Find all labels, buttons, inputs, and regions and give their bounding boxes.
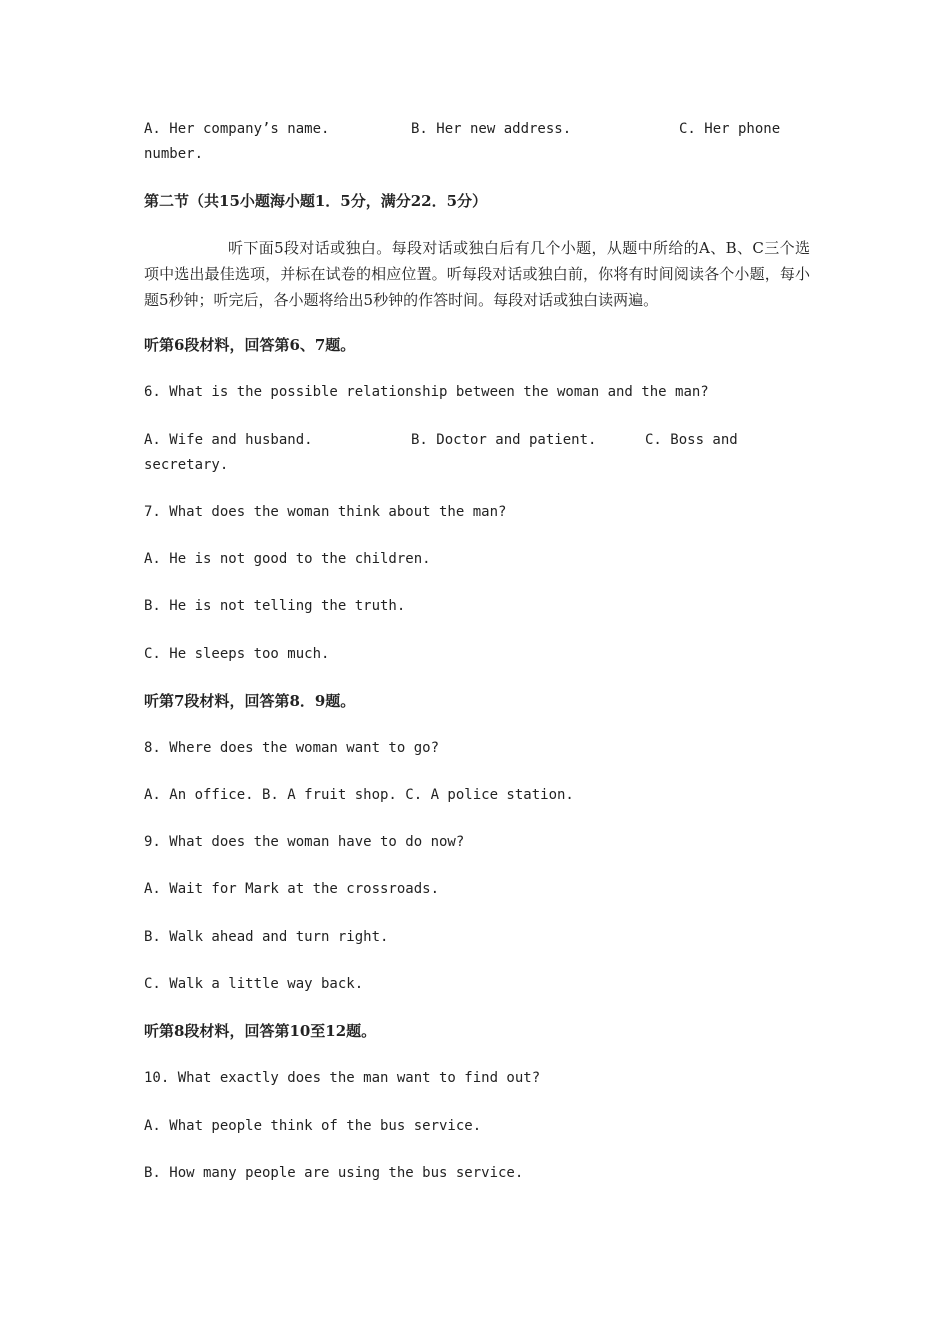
q6-option-a: A. Wife and husband. <box>144 432 313 448</box>
q10-option-b: B. How many people are using the bus service. <box>144 1165 524 1181</box>
q6-option-c: C. Boss and <box>645 432 738 448</box>
q7-option-c: C. He sleeps too much. <box>144 646 330 662</box>
question-8: 8. Where does the woman want to go? <box>144 740 440 756</box>
group-heading-7: 听第7段材料，回答第8．9题。 <box>144 692 356 710</box>
q8-options: A. An office. B. A fruit shop. C. A police station. <box>144 787 574 803</box>
q6-option-b: B. Doctor and patient. <box>411 432 597 448</box>
q9-option-c: C. Walk a little way back. <box>144 976 364 992</box>
q9-option-a: A. Wait for Mark at the crossroads. <box>144 881 440 897</box>
question-9: 9. What does the woman have to do now? <box>144 834 465 850</box>
prev-option-c: C. Her phone <box>679 121 781 137</box>
q6-option-c-continuation: secretary. <box>144 457 229 473</box>
prev-option-b: B. Her new address. <box>411 121 572 137</box>
section-instructions: 听下面5段对话或独白。每段对话或独白后有几个小题，从题中所给的A、B、C三个选项中选出最佳选项，并标在试卷的相应位置。听每段对话或独白前，你将有时间阅读各个小题，每小题5秒钟；听完后，各小题将给出5秒钟的作答时间。每段对话或独白读两遍。 <box>144 239 810 309</box>
q10-option-a: A. What people think of the bus service. <box>144 1118 482 1134</box>
q7-option-a: A. He is not good to the children. <box>144 551 431 567</box>
section-heading: 第二节（共15小题海小题1．5分，满分22．5分） <box>144 192 488 210</box>
q9-option-b: B. Walk ahead and turn right. <box>144 929 389 945</box>
group-heading-6: 听第6段材料，回答第6、7题。 <box>144 336 356 354</box>
group-heading-8: 听第8段材料，回答第10至12题。 <box>144 1022 377 1040</box>
prev-option-a: A. Her company’s name. <box>144 121 330 137</box>
q7-option-b: B. He is not telling the truth. <box>144 598 406 614</box>
prev-option-c-continuation: number. <box>144 146 204 162</box>
question-10: 10. What exactly does the man want to find out? <box>144 1070 541 1086</box>
question-6: 6. What is the possible relationship between the woman and the man? <box>144 384 709 400</box>
question-7: 7. What does the woman think about the man? <box>144 504 507 520</box>
